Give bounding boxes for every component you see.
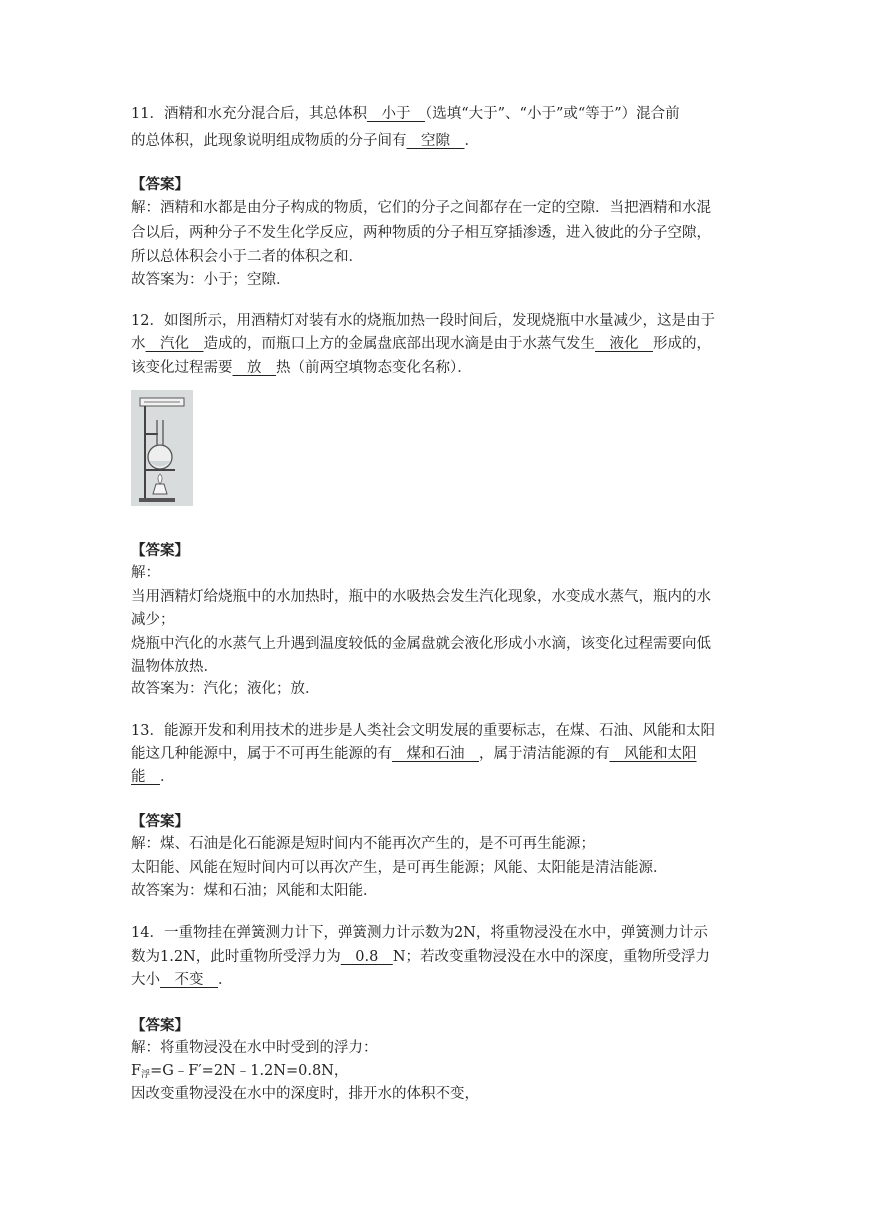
q11-line-2: [131, 131, 479, 151]
q12-line-1: 12．如图所示，用酒精灯对装有水的烧瓶加热一段时间后，发现烧瓶中水量减少，这是由于: [131, 313, 715, 329]
q14-line-2: [131, 947, 710, 967]
q11-text: （选填“大于”、“小于”或“等于”）混合前: [424, 106, 680, 122]
flask-apparatus-illustration: [131, 390, 193, 506]
q14-text: N；若改变重物浸没在水中的深度，重物所受浮力: [392, 949, 710, 965]
q13-answer-blank-1: 煤和石油: [392, 746, 479, 762]
q13-answer-blank-2-cont: 能: [131, 769, 160, 785]
q13-text: ．: [160, 769, 175, 785]
q14-line-1: 14．一重物挂在弹簧测力计下，弹簧测力计示数为2N，将重物浸没在水中，弹簧测力计示: [131, 925, 708, 941]
q12-answer-blank-1: 汽化: [145, 336, 204, 352]
q12-answer-blank-2: 液化: [595, 336, 653, 352]
q14-line-3: [131, 970, 233, 990]
q12-line-2: [131, 334, 711, 354]
q12-answer-heading: 【答案】: [131, 543, 189, 559]
q11-answer-line: 解：酒精和水都是由分子构成的物质，它们的分子之间都存在一定的空隙．当把酒精和水混: [131, 200, 711, 216]
q13-line-1: 13．能源开发和利用技术的进步是人类社会文明发展的重要标志，在煤、石油、风能和太阳: [131, 723, 715, 739]
q14-answer-blank-1: 0.8: [340, 949, 393, 965]
q11-text: 11．酒精和水充分混合后，其总体积: [131, 106, 367, 122]
q11-text: ．: [464, 133, 479, 149]
q13-answer-blank-2: 风能和太阳: [609, 746, 697, 762]
q11-answer-blank-2: 空隙: [406, 133, 465, 149]
q12-answer-blank-3: 放: [232, 360, 276, 376]
q13-text: ，属于清洁能源的有: [479, 746, 610, 762]
q14-text: 数为1.2N，此时重物所受浮力为: [131, 949, 341, 965]
buoyancy-equation: =G﹣F′=2N﹣1.2N=0.8N，: [150, 1063, 349, 1079]
q12-text: 该变化过程需要: [131, 360, 233, 376]
q12-answer-line: 当用酒精灯给烧瓶中的水加热时，瓶中的水吸热会发生汽化现象，水变成水蒸气，瓶内的水: [131, 589, 711, 605]
q11-answer-heading: 【答案】: [131, 177, 189, 193]
q11-answer-line: 合以后，两种分子不发生化学反应，两种物质的分子相互穿插渗透，进入彼此的分子空隙，: [131, 225, 711, 241]
q12-text: 形成的，: [653, 336, 711, 352]
q14-text: 大小: [131, 972, 160, 988]
q14-text: ．: [218, 972, 233, 988]
q12-answer-line: 烧瓶中汽化的水蒸气上升遇到温度较低的金属盘就会液化形成小水滴，该变化过程需要向低: [131, 636, 711, 652]
q11-line-1: [131, 104, 680, 124]
q13-answer-heading: 【答案】: [131, 814, 189, 830]
q14-answer-line: 因改变重物浸没在水中的深度时，排开水的体积不变，: [131, 1086, 479, 1102]
q12-answer-line: 减少；: [131, 612, 175, 628]
buoyancy-subscript: 浮: [141, 1070, 151, 1080]
q13-line-3: [131, 767, 175, 787]
q14-answer-blank-2: 不变: [160, 972, 218, 988]
q14-answer-line: 解：将重物浸没在水中时受到的浮力：: [131, 1040, 378, 1056]
q14-answer-line: [131, 1061, 348, 1085]
q12-text: 水: [131, 336, 146, 352]
q11-answer-blank-1: 小于: [366, 106, 425, 122]
q12-answer-line: 解：: [131, 565, 160, 581]
q13-answer-line: 故答案为：煤和石油；风能和太阳能．: [131, 883, 378, 899]
q12-text: 热（前两空填物态变化名称）．: [276, 360, 472, 376]
flask-heating-figure: [131, 390, 193, 506]
q13-line-2: [131, 744, 697, 764]
q12-line-3: [131, 358, 472, 378]
q12-answer-line: 温物体放热．: [131, 659, 218, 675]
q12-answer-line: 故答案为：汽化；液化；放．: [131, 681, 320, 697]
force-symbol: F: [131, 1063, 142, 1079]
q11-text: 的总体积，此现象说明组成物质的分子间有: [131, 133, 407, 149]
q13-answer-line: 太阳能、风能在短时间内可以再次产生，是可再生能源；风能、太阳能是清洁能源．: [131, 860, 668, 876]
q13-text: 能这几种能源中，属于不可再生能源的有: [131, 746, 392, 762]
q11-answer-line: 故答案为：小于；空隙．: [131, 272, 291, 288]
q12-text: 造成的，而瓶口上方的金属盘底部出现水滴是由于水蒸气发生: [203, 336, 595, 352]
q11-answer-line: 所以总体积会小于二者的体积之和．: [131, 249, 363, 265]
q13-answer-line: 解：煤、石油是化石能源是短时间内不能再次产生的，是不可再生能源；: [131, 836, 595, 852]
q14-answer-heading: 【答案】: [131, 1018, 189, 1034]
